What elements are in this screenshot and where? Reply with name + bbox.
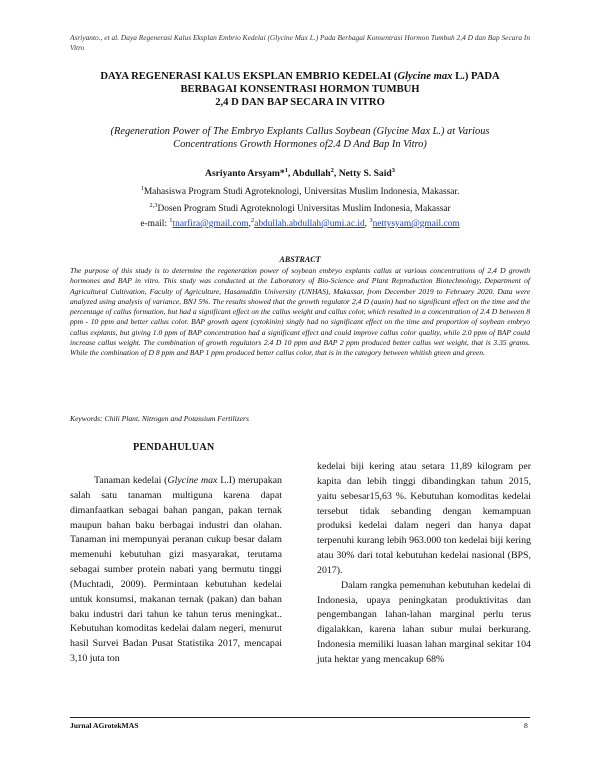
body-column-right xyxy=(317,460,531,668)
title-line-1: DAYA REGENERASI KALUS EKSPLAN EMBRIO KEDELAI (Glycine max L.) PADA xyxy=(100,71,500,82)
affiliation-1: $^1$Mahasiswa Program Studi Agroteknologi, Universitas Muslim Indonesia, Makassar. xyxy=(140,184,460,197)
section-heading-pendahuluan: PENDAHULUAN xyxy=(133,442,215,453)
running-head: Asriyanto., et al. Daya Regenerasi Kalus Eksplan Embrio Kedelai (Glycine Max L.) Pada Berbagai Konsentrasi Hormon Tumbuh 2,4 D dan Bap Secara In Vitro xyxy=(70,33,531,52)
paper-subtitle xyxy=(70,125,530,151)
email-link-2[interactable]: abdullah.abdullah@umi.ac.id xyxy=(254,219,365,229)
affiliation-2: $^{2,3}$Dosen Program Studi Agroteknologi Universitas Muslim Indonesia, Makassar xyxy=(149,201,451,214)
abstract-body: The purpose of this study is to determine the regeneration power of soybean embryo explants callus at various concentrations of 2,4 D growth hormones and BAP in vitro. This study was conducted at the Laboratory of Bio-Science and Plant Reproduction Biotechnology, Department of Agricultural Cultivation, Faculty of Agriculture, Hasanuddin University (UNHAS), Makassar, from December 2019 to February 2020. Data were analyzed using analysis of variance, BNJ 5%. The results showed that the growth regulator 2,4 D (auxin) had no significant effect on the time and the percentage of callus formation, but had a significant effect on the callus weight and callus color, which resulted in a concentration of 2.4 D between 8 ppm - 10 ppm and better callus color. BAP growth agent (cytokinin) singly had no significant effect on the time and proportion of soybean embryo callus explants, but giving 1.0 ppm of BAP concentration had a significant effect and could improve callus color quality, while 2.0 ppm of BAP could increase callus weight. The combination of growth regulators 2.4 D 10 ppm and BAP 2 ppm produced better callus wet weight, that is 3.35 grams. While the combination of D 8 ppm and BAP 1 ppm produced better callus color, that is in the category between whitish green and green. xyxy=(70,266,530,358)
subtitle-line-1: (Regeneration Power of The Embryo Explants Callus Soybean (Glycine Max L.) at Various xyxy=(110,126,490,137)
title-line-2: BERBAGAI KONSENTRASI HORMON TUMBUH xyxy=(180,84,420,95)
keywords: Keywords: Chili Plant, Nitrogen and Potassium Fertilizers xyxy=(70,414,249,423)
author-list: Asriyanto Arsyam*$^1$, Abdullah$^2$, Netty S. Said$^3$ xyxy=(205,166,395,179)
paper-title xyxy=(60,70,540,109)
footer-divider xyxy=(70,717,530,718)
email-list: e-mail: $^1$tnarfira@gmail.com,$^2$abdullah.abdullah@umi.ac.id, $^3$nettysyam@gmail.com xyxy=(140,216,460,229)
abstract-heading: ABSTRACT xyxy=(279,255,321,264)
title-line-3: 2,4 D DAN BAP SECARA IN VITRO xyxy=(215,97,385,108)
email-link-1[interactable]: tnarfira@gmail.com xyxy=(172,219,249,229)
subtitle-line-2: Concentrations Growth Hormones of2.4 D And Bap In Vitro) xyxy=(173,139,427,150)
paragraph: Tanaman kedelai (Glycine max L.I) merupakan salah satu tanaman multiguna karena dapat dimanfaatkan sebagai bahan pangan, pakan ternak maupun bahan baku berbagai industri dan olahan. Tanaman ini mempunyai peranan cukup besar dalam memenuhi kebutuhan gizi masyarakat, terutama sebagai sumber protein nabati yang bermutu tinggi (Muchtadi, 2009). Permintaan kebutuhan kedelai untuk konsumsi, makanan ternak (pakan) dan bahan baku industri dari tahun ke tahun terus meningkat.. Kebutuhan komoditas kedelai dalam negeri, menurut hasil Survei Badan Pusat Statistika 2017, mencapai 3,10 juta ton xyxy=(70,475,282,665)
email-link-3[interactable]: nettysyam@gmail.com xyxy=(372,219,460,229)
body-column-left xyxy=(70,474,282,667)
footer-journal-name: Jurnal AGrotekMAS xyxy=(70,721,139,730)
paragraph: kedelai biji kering atau setara 11,89 kilogram per kapita dan lebih tinggi dibandingkan tahun 2015, yaitu sebesar15,63 %. Kebutuhan komoditas kedelai tersebut tidak sebanding dengan kemampuan produksi kedelai dalam negeri dan hanya dapat terpenuhi kurang lebih 963.000 ton kedelai biji kering atau 30% dari total kebutuhan kedelai nasional (BPS, 2017). xyxy=(317,461,531,576)
page-number: 8 xyxy=(524,721,528,730)
paragraph: Dalam rangka pemenuhan kebutuhan kedelai di Indonesia, upaya peningkatan produktivitas dan pengembangan lahan-lahan marginal perlu terus digalakkan, karena lahan subur mulai berkurang. Indonesia memiliki luasan lahan marginal sekitar 104 juta hektar yang mencakup 68% xyxy=(317,579,531,665)
